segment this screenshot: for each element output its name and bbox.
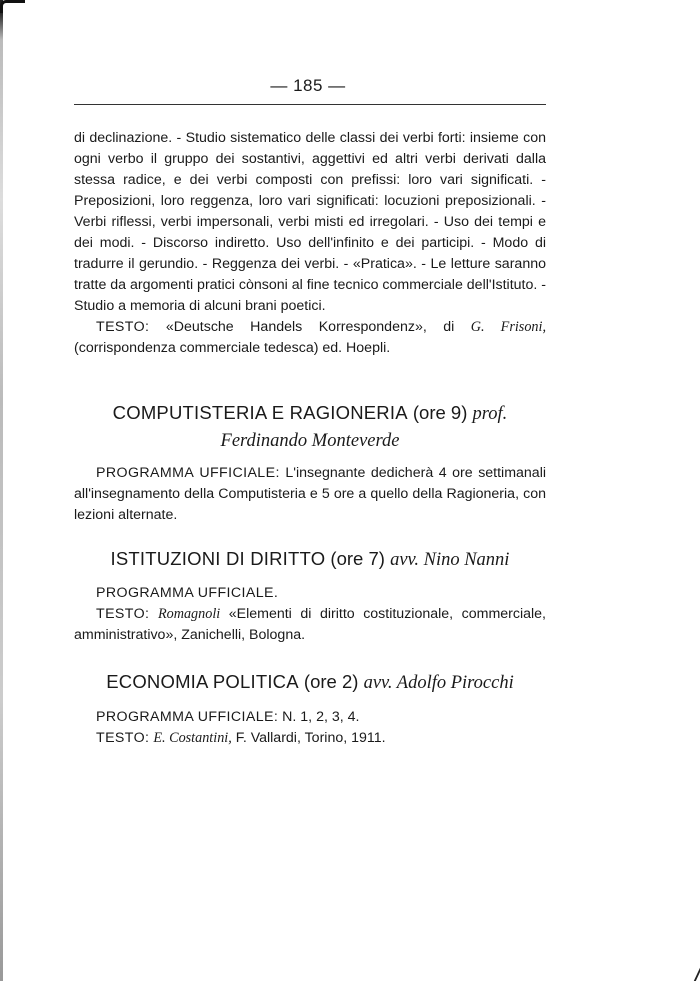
page-binding-edge	[0, 0, 3, 981]
programma-text: N. 1, 2, 3, 4.	[278, 709, 360, 725]
programma-paragraph	[74, 463, 546, 526]
section-hours: (ore 9)	[407, 402, 473, 423]
programma-line	[74, 583, 546, 604]
section-title: ISTITUZIONI DI DIRITTO	[110, 548, 326, 569]
testo-text: F. Vallardi, Torino, 1911.	[231, 730, 386, 746]
section-teacher: prof. Ferdinando Monteverde	[220, 404, 508, 451]
programma-label: PROGRAMMA UFFICIALE.	[96, 585, 279, 601]
section-heading-computisteria	[74, 400, 546, 454]
section-heading-economia	[74, 669, 546, 696]
page-corner-tick	[680, 963, 700, 981]
testo-author: G. Frisoni,	[470, 319, 547, 335]
programma-paragraph	[74, 707, 546, 728]
page-corner-mark	[0, 0, 25, 13]
section-body-diritto	[74, 583, 546, 646]
programma-label: PROGRAMMA UFFICIALE:	[96, 709, 279, 725]
programma-text: L'insegnante dedicherà 4 ore settimanali all'insegnamento della Computisteria e 5 ore a quello della Ragioneria, con lezioni alternate.	[74, 465, 547, 523]
section-hours: (ore 7)	[325, 548, 391, 569]
section-heading-diritto	[74, 546, 546, 573]
section-teacher: avv. Nino Nanni	[390, 550, 510, 570]
testo-text: «Deutsche Handels Korrespondenz», di	[149, 319, 471, 335]
testo-label: TESTO:	[96, 319, 150, 335]
section-title: COMPUTISTERIA E RAGIONERIA	[112, 402, 408, 423]
testo-paragraph	[74, 604, 546, 646]
section-hours: (ore 2)	[298, 671, 364, 692]
section-teacher: avv. Adolfo Pirocchi	[363, 673, 514, 693]
header-rule	[74, 104, 546, 105]
page-number: — 185 —	[270, 76, 346, 95]
testo-label: TESTO:	[96, 730, 150, 746]
section-body-economia	[74, 707, 546, 749]
intro-testo	[74, 317, 546, 359]
intro-paragraph: di declinazione. - Studio sistematico delle classi dei verbi forti: insieme con ogni verbo il gruppo dei sostantivi, aggettivi ed altri verbi derivati dalla stessa radice, e dei verbi composti con prefissi: loro vari significati. - Preposizioni, loro reggenza, loro vari significati: locuzioni preposizionali. - Verbi riflessi, verbi impersonali, verbi misti ed irregolari. - Uso dei tempi e dei modi. - Discorso indiretto. Uso dell'infinito e dei participi. - Modo di tradurre il gerundio. - Reggenza dei verbi. - «Pratica». - Le letture saranno tratte da argomenti pratici cònsoni al fine tecnico commerciale dell'Istituto. - Studio a memoria di alcuni brani poetici.	[74, 130, 546, 314]
testo-text-end: (corrispondenza commerciale tedesca) ed. Hoepli.	[74, 340, 391, 356]
programma-label: PROGRAMMA UFFICIALE:	[96, 465, 280, 481]
testo-paragraph	[74, 728, 546, 749]
testo-text: «Elementi di diritto costituzionale, commerciale, amministrativo», Zanichelli, Bologna.	[74, 606, 546, 643]
testo-label: TESTO:	[96, 606, 150, 622]
testo-author: E. Costantini,	[153, 730, 232, 746]
section-body-computisteria	[74, 463, 546, 526]
section-title: ECONOMIA POLITICA	[106, 671, 299, 692]
intro-block	[74, 128, 546, 359]
testo-author: Romagnoli	[157, 606, 221, 622]
